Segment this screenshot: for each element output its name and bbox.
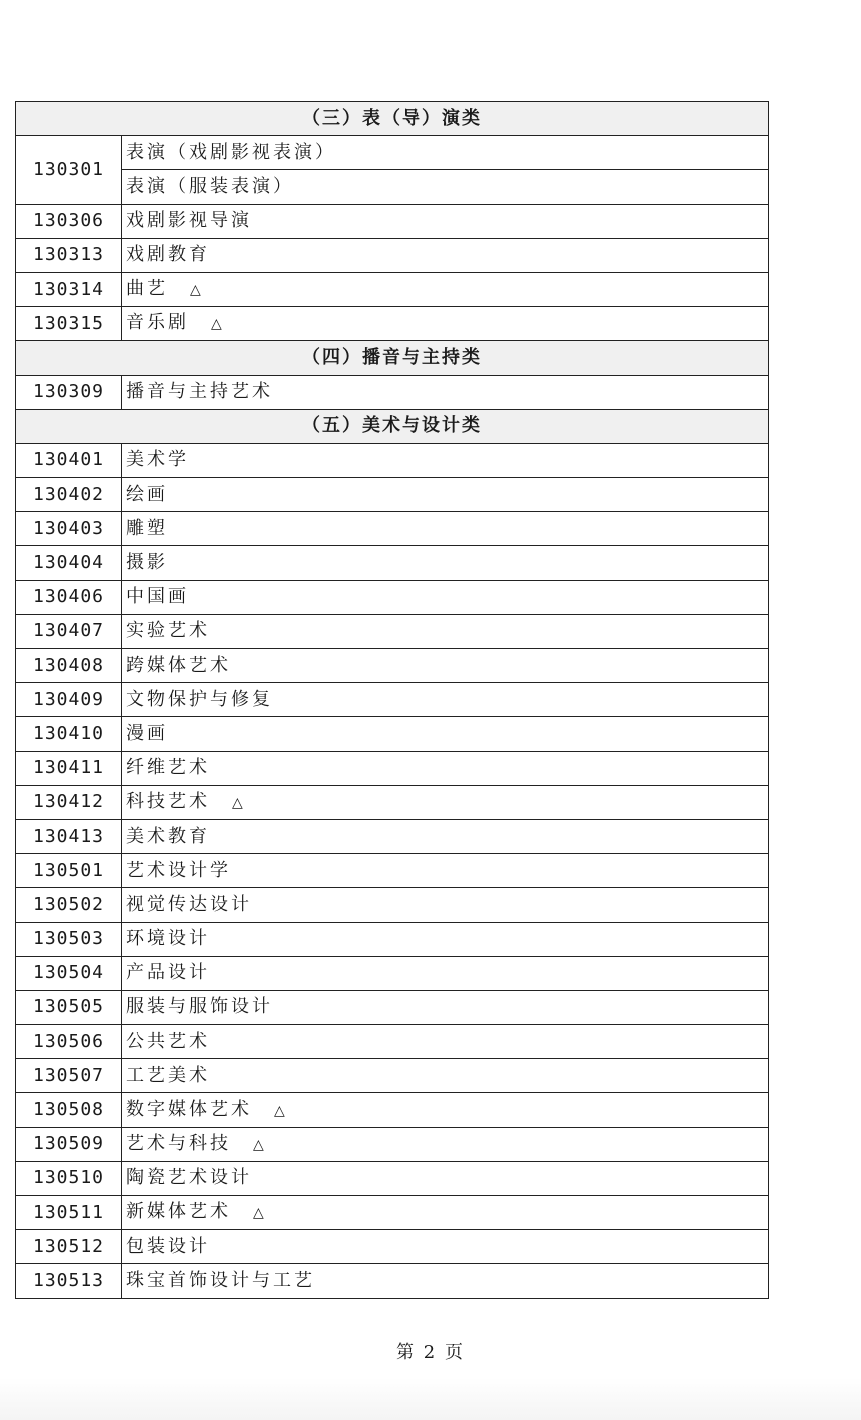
major-name-cell [122, 1230, 769, 1264]
major-name-cell [122, 649, 769, 683]
major-code: 130507 [16, 1059, 122, 1093]
table-body [16, 102, 769, 1299]
major-name-cell [122, 922, 769, 956]
major-name: 摄影 [126, 552, 168, 574]
table-row [16, 1025, 769, 1059]
major-name-cell [122, 888, 769, 922]
major-code: 130509 [16, 1127, 122, 1161]
table-row [16, 1059, 769, 1093]
major-name-cell [122, 238, 769, 272]
table-row [16, 375, 769, 409]
special-major-triangle-icon: △ [232, 794, 243, 811]
major-name-cell [122, 512, 769, 546]
major-code: 130411 [16, 751, 122, 785]
major-name-cell [122, 170, 769, 204]
major-code: 130403 [16, 512, 122, 546]
major-name: 工艺美术 [126, 1064, 210, 1086]
table-row [16, 1230, 769, 1264]
major-code: 130406 [16, 580, 122, 614]
table-row [16, 785, 769, 819]
section-heading: （四）播音与主持类 [16, 341, 769, 375]
major-name-cell [122, 819, 769, 853]
major-name: 中国画 [126, 586, 189, 608]
major-name: 美术学 [126, 449, 189, 471]
table-row [16, 307, 769, 341]
major-code: 130508 [16, 1093, 122, 1127]
major-name-cell [122, 785, 769, 819]
section-header-row [16, 102, 769, 136]
major-name: 文物保护与修复 [126, 688, 273, 710]
major-name: 曲艺 [126, 278, 168, 300]
major-name: 表演（服装表演） [126, 175, 294, 197]
major-code: 130401 [16, 443, 122, 477]
major-name-cell [122, 683, 769, 717]
major-name-cell [122, 956, 769, 990]
table-row [16, 854, 769, 888]
major-code: 130503 [16, 922, 122, 956]
major-name: 艺术与科技 [126, 1132, 231, 1154]
page-bottom-shade [0, 1378, 861, 1420]
table-row [16, 751, 769, 785]
page-number: 第 2 页 [396, 1342, 465, 1363]
major-code: 130504 [16, 956, 122, 990]
major-code: 130306 [16, 204, 122, 238]
major-name: 服装与服饰设计 [126, 996, 273, 1018]
major-name: 产品设计 [126, 962, 210, 984]
major-name-cell [122, 580, 769, 614]
major-code: 130412 [16, 785, 122, 819]
major-name-cell [122, 1059, 769, 1093]
major-name-cell [122, 1196, 769, 1230]
major-name-cell [122, 717, 769, 751]
major-name: 数字媒体艺术 [126, 1098, 252, 1120]
major-name-cell [122, 854, 769, 888]
major-name: 雕塑 [126, 517, 168, 539]
special-major-triangle-icon: △ [253, 1136, 264, 1153]
major-code: 130512 [16, 1230, 122, 1264]
major-name: 陶瓷艺术设计 [126, 1167, 252, 1189]
major-name: 美术教育 [126, 825, 210, 847]
section-header-row [16, 409, 769, 443]
major-code: 130301 [16, 136, 122, 204]
major-name-cell [122, 204, 769, 238]
major-name-cell [122, 1161, 769, 1195]
major-code: 130404 [16, 546, 122, 580]
major-name: 戏剧影视导演 [126, 210, 252, 232]
table-row [16, 1161, 769, 1195]
major-name-cell [122, 443, 769, 477]
table-row [16, 683, 769, 717]
major-name: 绘画 [126, 483, 168, 505]
major-name: 跨媒体艺术 [126, 654, 231, 676]
major-name: 漫画 [126, 722, 168, 744]
major-code: 130506 [16, 1025, 122, 1059]
major-code: 130409 [16, 683, 122, 717]
special-major-triangle-icon: △ [211, 316, 222, 333]
major-code: 130505 [16, 990, 122, 1024]
table-row [16, 443, 769, 477]
major-name-cell [122, 614, 769, 648]
major-code: 130502 [16, 888, 122, 922]
table-row [16, 888, 769, 922]
major-name: 音乐剧 [126, 312, 189, 334]
table-row [16, 546, 769, 580]
major-name: 艺术设计学 [126, 859, 231, 881]
major-catalog-table [15, 101, 769, 1299]
major-code: 130510 [16, 1161, 122, 1195]
major-code: 130314 [16, 272, 122, 306]
table-row [16, 1127, 769, 1161]
major-name: 戏剧教育 [126, 244, 210, 266]
table-row [16, 204, 769, 238]
table-row [16, 649, 769, 683]
table-row [16, 819, 769, 853]
major-name: 珠宝首饰设计与工艺 [126, 1269, 315, 1291]
major-name: 视觉传达设计 [126, 893, 252, 915]
major-name: 实验艺术 [126, 620, 210, 642]
major-name-cell [122, 375, 769, 409]
table-row [16, 614, 769, 648]
major-code: 130513 [16, 1264, 122, 1298]
major-code: 130413 [16, 819, 122, 853]
major-name: 科技艺术 [126, 790, 210, 812]
major-code: 130407 [16, 614, 122, 648]
special-major-triangle-icon: △ [253, 1205, 264, 1222]
major-code: 130313 [16, 238, 122, 272]
major-name: 新媒体艺术 [126, 1201, 231, 1223]
table-row [16, 170, 769, 204]
major-name: 公共艺术 [126, 1030, 210, 1052]
major-name-cell [122, 1264, 769, 1298]
major-code: 130408 [16, 649, 122, 683]
major-name-cell [122, 751, 769, 785]
table-row [16, 990, 769, 1024]
special-major-triangle-icon: △ [190, 282, 201, 299]
major-code: 130410 [16, 717, 122, 751]
major-name: 纤维艺术 [126, 757, 210, 779]
table-row [16, 1093, 769, 1127]
major-name: 播音与主持艺术 [126, 381, 273, 403]
table-row [16, 580, 769, 614]
major-code: 130315 [16, 307, 122, 341]
section-heading: （三）表（导）演类 [16, 102, 769, 136]
table-row [16, 238, 769, 272]
table-row [16, 512, 769, 546]
major-name-cell [122, 990, 769, 1024]
table-row [16, 272, 769, 306]
special-major-triangle-icon: △ [274, 1102, 285, 1119]
table-row [16, 956, 769, 990]
table-row [16, 136, 769, 170]
table-row [16, 478, 769, 512]
major-name-cell [122, 307, 769, 341]
major-code: 130501 [16, 854, 122, 888]
major-name-cell [122, 272, 769, 306]
major-name-cell [122, 1093, 769, 1127]
table-row [16, 717, 769, 751]
major-name-cell [122, 546, 769, 580]
major-name: 表演（戏剧影视表演） [126, 141, 336, 163]
major-name: 包装设计 [126, 1235, 210, 1257]
major-code: 130402 [16, 478, 122, 512]
section-header-row [16, 341, 769, 375]
major-name-cell [122, 478, 769, 512]
major-name-cell [122, 1025, 769, 1059]
major-name-cell [122, 136, 769, 170]
table-row [16, 1196, 769, 1230]
major-name-cell [122, 1127, 769, 1161]
major-code: 130309 [16, 375, 122, 409]
major-code: 130511 [16, 1196, 122, 1230]
table-row [16, 1264, 769, 1298]
section-heading: （五）美术与设计类 [16, 409, 769, 443]
major-name: 环境设计 [126, 928, 210, 950]
table-row [16, 922, 769, 956]
